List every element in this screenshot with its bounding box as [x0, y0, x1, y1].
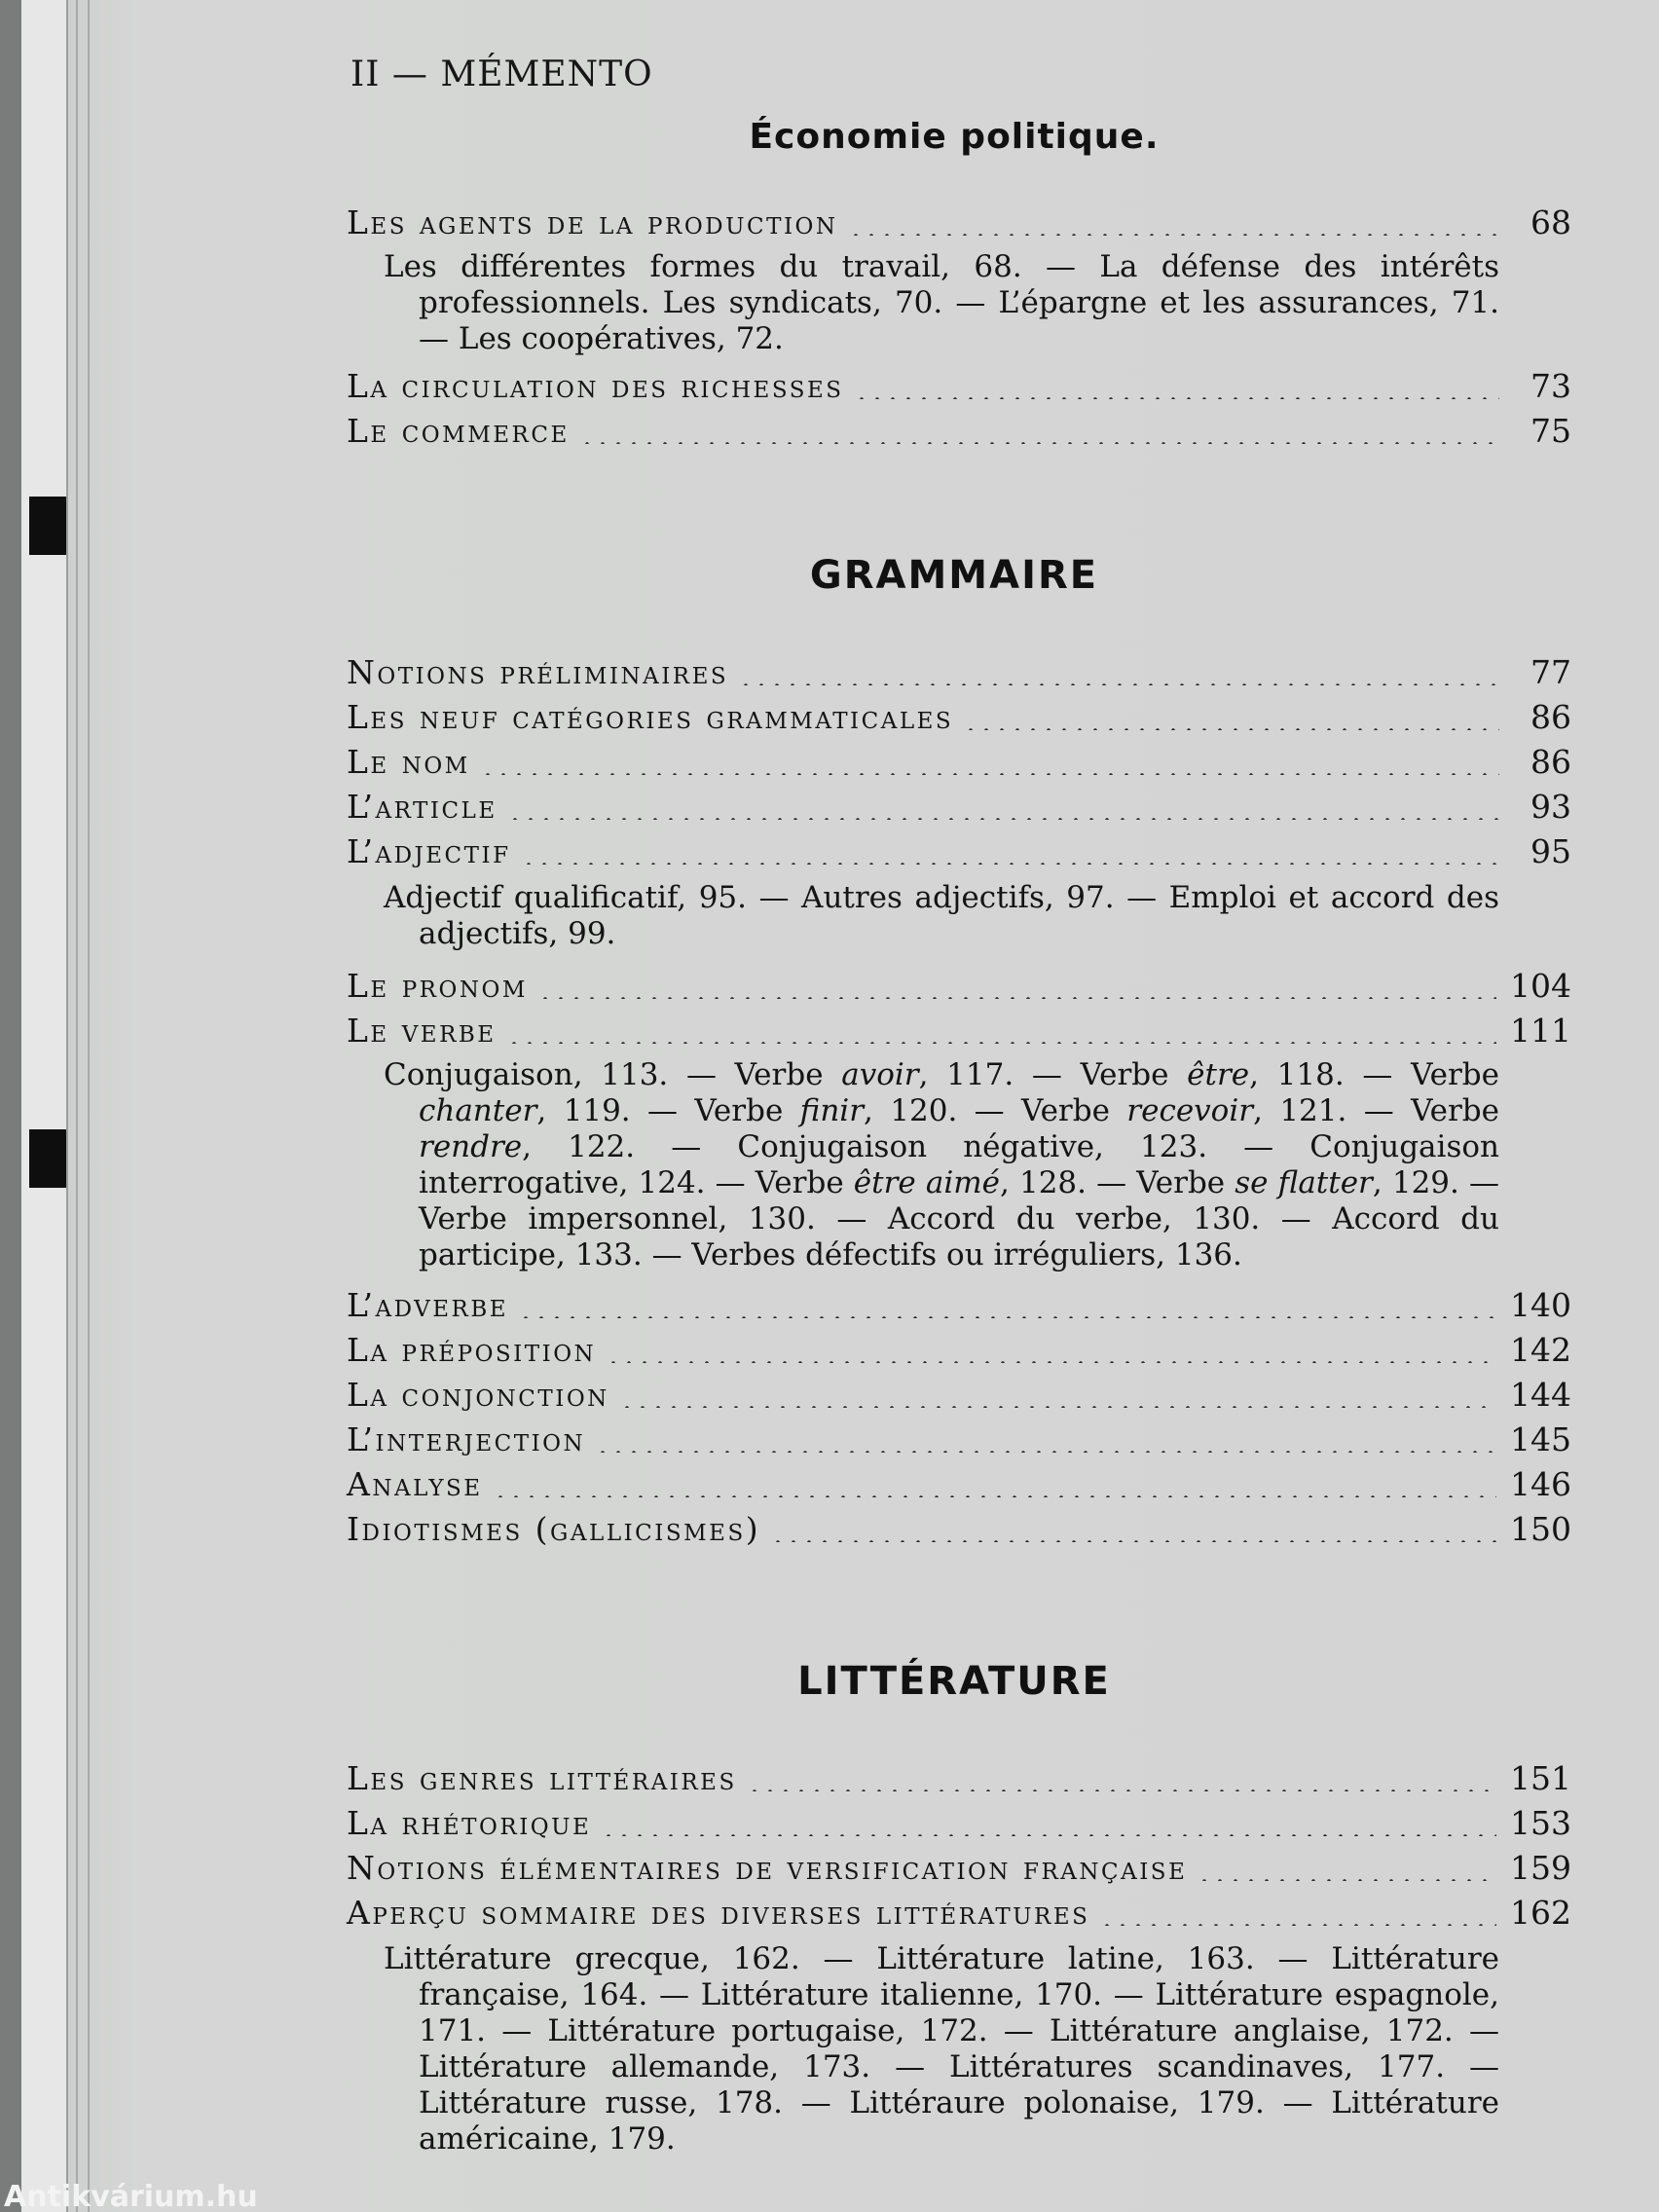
- toc-entry[interactable]: [347, 740, 1571, 785]
- toc-entry-title: L’interjection: [347, 1420, 586, 1458]
- toc-entry-title: Le commerce: [347, 412, 570, 450]
- toc-entry-title: L’adjectif: [347, 832, 511, 870]
- dot-leader: [537, 997, 1496, 999]
- toc-entry-title: Les agents de la production: [347, 203, 838, 241]
- toc-entry-title: La circulation des richesses: [347, 367, 844, 405]
- toc-entry[interactable]: [347, 1756, 1571, 1801]
- dot-leader: [506, 1042, 1496, 1044]
- toc-entry-page: 142: [1510, 1331, 1571, 1369]
- toc-entry-page: 75: [1530, 412, 1571, 450]
- thumb-index-mark: [29, 1129, 66, 1188]
- toc-entry-detail: Littérature grecque, 162. — Littérature latine, 163. — Littérature française, 164. — Littérature italienne, 170. — Littérature espagnole, 171. — Littérature portugaise, 172. — Littérature anglaise, 172. — Littérature allemande, 173. — Littératures scandinaves, 177. — Littérature russe, 178. — Littéraure polonaise, 179. — Littérature américaine, 179.: [384, 1941, 1499, 2157]
- dot-leader: [606, 1361, 1496, 1363]
- toc-entry-title: Le nom: [347, 743, 470, 781]
- dot-leader: [1099, 1924, 1496, 1926]
- dot-leader: [595, 1451, 1496, 1453]
- toc-entry[interactable]: [347, 1462, 1571, 1507]
- toc-entry-page: 150: [1510, 1510, 1571, 1548]
- toc-entry-title: L’adverbe: [347, 1286, 509, 1324]
- toc-entry[interactable]: [347, 1373, 1571, 1418]
- toc-entry-title: Le pronom: [347, 967, 528, 1005]
- toc-entry[interactable]: [347, 1009, 1571, 1053]
- toc-entry-page: 144: [1510, 1376, 1571, 1414]
- dot-leader: [601, 1834, 1496, 1836]
- toc-entry-page: 111: [1510, 1012, 1571, 1050]
- watermark: Antikvárium.hu: [4, 2183, 258, 2212]
- toc-entry[interactable]: [347, 830, 1571, 874]
- toc-entry[interactable]: [347, 1328, 1571, 1373]
- section-title-litterature: LITTÉRATURE: [797, 1659, 1111, 1704]
- toc-entry-page: 104: [1510, 967, 1571, 1005]
- toc-entry[interactable]: [347, 1846, 1571, 1891]
- toc-entry-page: 140: [1510, 1286, 1571, 1324]
- dot-leader: [579, 442, 1499, 444]
- dot-leader: [963, 728, 1499, 730]
- dot-leader: [619, 1406, 1496, 1408]
- toc-entry-page: 145: [1510, 1420, 1571, 1458]
- book-binding-edge: [0, 0, 21, 2212]
- toc-entry-title: Notions préliminaires: [347, 653, 729, 691]
- dot-leader: [521, 863, 1499, 865]
- toc-entry-page: 146: [1510, 1465, 1571, 1503]
- thumb-index-mark: [29, 497, 66, 555]
- dot-leader: [507, 818, 1499, 820]
- toc-entry[interactable]: [347, 364, 1571, 409]
- toc-entry-detail: Les différentes formes du travail, 68. — La défense des intérêts professionnels. Les syndicats, 70. — L’épargne et les assurances, 71. — Les coopératives, 72.: [384, 249, 1499, 356]
- toc-entry-page: 95: [1530, 832, 1571, 870]
- toc-entry[interactable]: [347, 785, 1571, 830]
- toc-entry-detail: Conjugaison, 113. — Verbe avoir, 117. — Verbe être, 118. — Verbe chanter, 119. — Verbe finir, 120. — Verbe recevoir, 121. — Verbe rendre, 122. — Conjugaison négative, 123. — Conjugaison interrogative, 124. — Verbe être aimé, 128. — Verbe se flatter, 129. — Verbe impersonnel, 130. — Accord du verbe, 130. — Accord du participe, 133. — Verbes défectifs ou irréguliers, 136.: [384, 1057, 1499, 1272]
- page-edge-line: [76, 0, 78, 2212]
- toc-entry[interactable]: [347, 1891, 1571, 1936]
- dot-leader: [1197, 1879, 1496, 1881]
- toc-entry-title: Le verbe: [347, 1012, 497, 1050]
- toc-entry-title: Les genres littéraires: [347, 1759, 737, 1797]
- toc-entry[interactable]: [347, 201, 1571, 245]
- toc-entry[interactable]: [347, 650, 1571, 695]
- dot-leader: [848, 234, 1499, 236]
- toc-entry-title: Idiotismes (gallicismes): [347, 1510, 761, 1548]
- toc-entry-page: 68: [1530, 203, 1571, 241]
- toc-entry[interactable]: [347, 1507, 1571, 1552]
- toc-entry-page: 162: [1510, 1894, 1571, 1932]
- toc-entry-page: 151: [1510, 1759, 1571, 1797]
- toc-entry-title: Analyse: [347, 1465, 483, 1503]
- toc-entry-page: 93: [1530, 788, 1571, 826]
- toc-entry-title: La rhétorique: [347, 1804, 592, 1842]
- toc-entry-title: La préposition: [347, 1331, 597, 1369]
- dot-leader: [493, 1495, 1496, 1497]
- dot-leader: [770, 1540, 1496, 1542]
- toc-entry-page: 86: [1530, 698, 1571, 736]
- dot-leader: [738, 683, 1499, 685]
- section-title-grammaire: GRAMMAIRE: [809, 553, 1099, 598]
- toc-entry-title: Notions élémentaires de versification française: [347, 1849, 1188, 1887]
- toc-entry-page: 73: [1530, 367, 1571, 405]
- page-stack-edge: [21, 0, 68, 2212]
- toc-entry-page: 159: [1510, 1849, 1571, 1887]
- toc-entry[interactable]: [347, 1801, 1571, 1846]
- toc-entry[interactable]: [347, 695, 1571, 740]
- section-title-economie: Économie politique.: [749, 117, 1160, 157]
- toc-entry[interactable]: [347, 964, 1571, 1009]
- toc-entry-title: Aperçu sommaire des diverses littératures: [347, 1894, 1090, 1932]
- toc-entry-title: Les neuf catégories grammaticales: [347, 698, 954, 736]
- page-edge-line: [88, 0, 90, 2212]
- toc-entry[interactable]: [347, 1283, 1571, 1328]
- dot-leader: [747, 1789, 1496, 1791]
- toc-entry[interactable]: [347, 409, 1571, 454]
- toc-entry-title: L’article: [347, 788, 498, 826]
- toc-entry-page: 153: [1510, 1804, 1571, 1842]
- toc-entry-title: La conjonction: [347, 1376, 609, 1414]
- dot-leader: [518, 1316, 1496, 1318]
- running-header: II — MÉMENTO: [350, 55, 653, 94]
- toc-entry-page: 86: [1530, 743, 1571, 781]
- toc-entry-page: 77: [1530, 653, 1571, 691]
- toc-entry[interactable]: [347, 1418, 1571, 1462]
- toc-entry-detail: Adjectif qualificatif, 95. — Autres adjectifs, 97. — Emploi et accord des adjectifs, 99.: [384, 880, 1499, 951]
- dot-leader: [854, 397, 1500, 399]
- dot-leader: [480, 773, 1499, 775]
